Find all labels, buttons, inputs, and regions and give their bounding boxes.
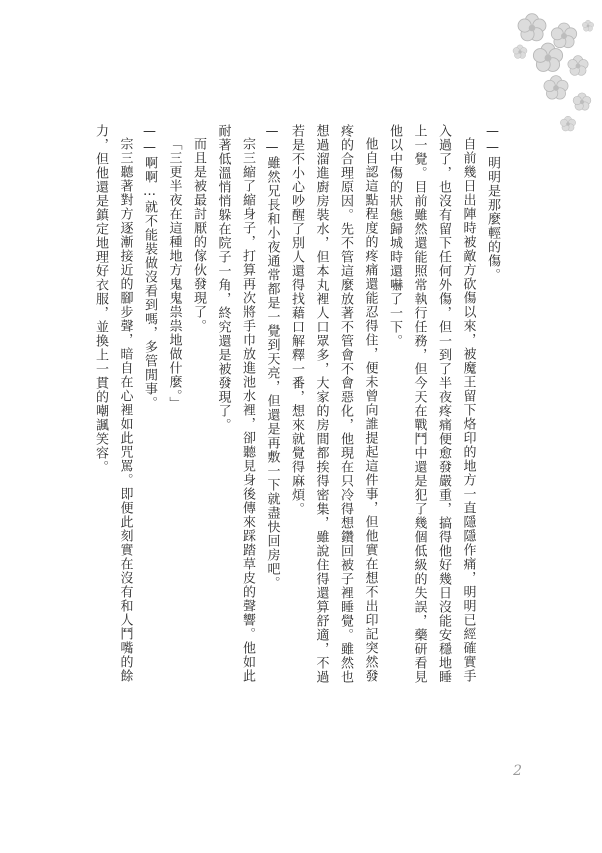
- page-number: 2: [513, 763, 522, 779]
- vertical-text-body: [88, 124, 505, 694]
- paragraph: 他自認這點程度的疼痛還能忍得住，便未曾向誰提起這件事，但他實在想不出印記突然發疼的合理原因。先不管這麼放著不管會不會惡化，他現在只冷得想鑽回被子裡睡覺。雖然也想過溜進廚房裝水，但本丸裡人口眾多，大家的房間都挨得密集，雖說住得還算舒適，不過若是不小心吵醒了別人還得找藉口解釋一番，想來就覺得麻煩。: [289, 124, 378, 684]
- paragraph: ——雖然兄長和小夜通常都是一覺到天亮，但還是再敷一下就盡快回房吧。: [264, 124, 280, 590]
- cherry-blossom-icon: [498, 6, 596, 146]
- paragraph: 而且是被最討厭的傢伙發現了。: [191, 137, 206, 333]
- paragraph: ——明明是那麼輕的傷。: [485, 124, 500, 282]
- paragraph: 自前幾日出陣時被敵方砍傷以來，被魔王留下烙印的地方一直隱隱作痛，明明已經確實手入過了，也沒有留下任何外傷，但一到了半夜疼痛便愈發嚴重，搞得他好幾日沒能安穩地睡上一覺。目前雖然還能照常執行任務，但今天在戰鬥中還是犯了幾個低級的失誤，藥研看見他以中傷的狀態歸城時還嚇了一下。: [387, 124, 476, 684]
- paragraph: ——啊啊…就不能裝做沒看到嗎，多管閒事。: [142, 124, 157, 410]
- paragraph: 宗三縮了縮身子，打算再次將手巾放進池水裡，卻聽見身後傳來踩踏草皮的聲響。他如此耐著低溫悄悄躲在院子一角，終究還是被發現了。: [215, 124, 255, 683]
- dialogue-line: 「三更半夜在這種地方鬼鬼祟祟地做什麼。」: [166, 137, 182, 411]
- paragraph: 宗三聽著對方逐漸接近的腳步聲，暗自在心裡如此咒罵。即便此刻實在沒有和人鬥嘴的餘力，但他還是鎮定地理好衣服，並換上一貫的嘲諷笑容。: [93, 124, 133, 683]
